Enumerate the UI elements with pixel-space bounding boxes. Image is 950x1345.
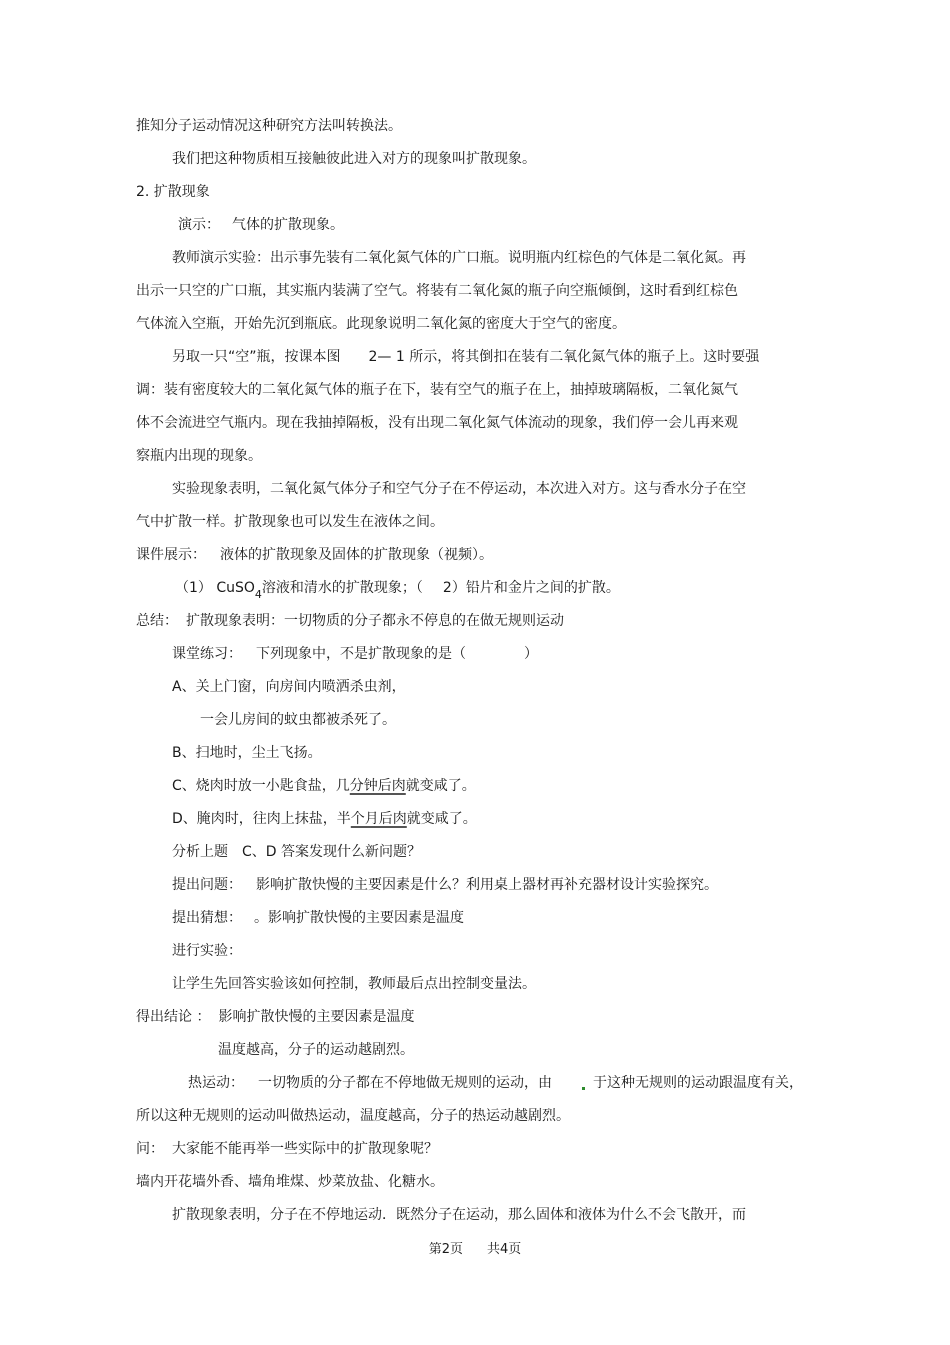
text: 一切物质的分子都在不停地做无规则的运动，由 [258, 1075, 552, 1091]
text: 溶液和清水的扩散现象；（ [261, 580, 423, 596]
green-dot-mark [582, 1087, 585, 1090]
label: 问： [136, 1141, 164, 1157]
text: 下列现象中，不是扩散现象的是（ [256, 646, 466, 662]
text: 分析上题 [172, 844, 228, 860]
text: 另取一只“空”瓶，按课本图 [172, 349, 341, 365]
text-line: 气体流入空瓶，开始先沉到瓶底。此现象说明二氧化氮的密度大于空气的密度。 [136, 316, 626, 332]
text-line [175, 579, 620, 601]
option-a: A、关上门窗，向房间内喷洒杀虫剂， [172, 679, 406, 695]
text-line: 墙内开花墙外香、墙角堆煤、炒菜放盐、化糖水。 [136, 1174, 444, 1190]
text: 就变咸了。 [406, 811, 477, 827]
option-a-cont: 一会儿房间的蚊虫都被杀死了。 [200, 712, 396, 728]
text-line: 气中扩散一样。扩散现象也可以发生在液体之间。 [136, 514, 444, 530]
text: D、腌肉时，往肉上抹盐，半 [172, 811, 351, 827]
text: 液体的扩散现象及固体的扩散现象（视频）。 [220, 547, 493, 563]
text-line: 调：装有密度较大的二氧化氮气体的瓶子在下，装有空气的瓶子在上，抽掉玻璃隔板，二氧化氮气 [136, 382, 738, 398]
text-line [172, 876, 718, 894]
text-line [172, 843, 421, 861]
option-c [172, 777, 476, 795]
subscript: 4 [254, 588, 262, 601]
text: C、D 答案发现什么新问题？ [242, 844, 422, 860]
text-line [136, 1140, 438, 1158]
text-line: 体不会流进空气瓶内。现在我抽掉隔板，没有出现二氧化氮气体流动的现象，我们停一会儿再来观 [136, 415, 738, 431]
text-line: 所以这种无规则的运动叫做热运动，温度越高，分子的热运动越剧烈。 [136, 1108, 570, 1124]
text: 影响扩散快慢的主要因素是温度 [218, 1009, 415, 1025]
page-number: 第2页 [428, 1242, 463, 1257]
text: 影响扩散快慢的主要因素是什么？利用桌上器材再补充器材设计实验探究。 [256, 877, 718, 893]
section-heading: 2. 扩散现象 [136, 184, 210, 200]
text-line [172, 645, 538, 663]
text: 。影响扩散快慢的主要因素是温度 [254, 910, 464, 926]
text-line: 察瓶内出现的现象。 [136, 448, 262, 464]
label: 课件展示： [136, 547, 206, 563]
text-line: 温度越高，分子的运动越剧烈。 [218, 1042, 414, 1058]
text: 扩散现象表明：一切物质的分子都永不停息的在做无规则运动 [186, 613, 564, 629]
text-line: 出示一只空的广口瓶，其实瓶内装满了空气。将装有二氧化氮的瓶子向空瓶倾倒，这时看到红棕色 [136, 283, 738, 299]
text-line: 让学生先回答实验该如何控制，教师最后点出控制变量法。 [172, 976, 536, 992]
text: 大家能不能再举一些实际中的扩散现象呢？ [172, 1141, 438, 1157]
text: ） [524, 646, 538, 662]
text-line: 进行实验： [172, 943, 242, 959]
text: 2）铅片和金片之间的扩散。 [442, 580, 620, 596]
text: 2— 1 所示，将其倒扣在装有二氧化氮气体的瓶子上。这时要强 [368, 349, 760, 365]
page-total: 共4页 [487, 1242, 522, 1257]
text-line: 教师演示实验：出示事先装有二氧化氮气体的广口瓶。说明瓶内红棕色的气体是二氧化氮。再 [172, 250, 746, 266]
label: 课堂练习： [172, 646, 242, 662]
text-line: 推知分子运动情况这种研究方法叫转换法。 [136, 118, 402, 134]
text-line [188, 1074, 803, 1092]
text-line [136, 546, 493, 564]
text-line [178, 216, 344, 234]
text-line [136, 1008, 414, 1026]
text-line [136, 612, 564, 630]
label: 总结： [136, 613, 178, 629]
underlined-text: 个月后肉 [350, 811, 407, 827]
underlined-text: 分钟后肉 [349, 778, 406, 794]
text: 于这种无规则的运动跟温度有关， [593, 1075, 803, 1091]
text-line: 实验现象表明，二氧化氮气体分子和空气分子在不停运动，本次进入对方。这与香水分子在空 [172, 481, 746, 497]
page-footer [0, 1242, 950, 1258]
text-line: 我们把这种物质相互接触彼此进入对方的现象叫扩散现象。 [172, 151, 536, 167]
label: 提出猜想： [172, 910, 242, 926]
label: 得出结论 ： [136, 1009, 211, 1025]
text-line [172, 348, 759, 366]
label: 演示： [178, 217, 220, 233]
text-line: 扩散现象表明，分子在不停地运动．既然分子在运动，那么固体和液体为什么不会飞散开，而 [172, 1207, 746, 1223]
label: 热运动： [188, 1075, 244, 1091]
text-line [172, 909, 464, 927]
text: C、烧肉时放一小匙食盐，几 [172, 778, 350, 794]
text: （1） CuSO [175, 580, 255, 596]
label: 提出问题： [172, 877, 242, 893]
text: 就变咸了。 [405, 778, 476, 794]
option-b: B、扫地时，尘土飞扬。 [172, 745, 322, 761]
option-d [172, 810, 477, 828]
text: 气体的扩散现象。 [232, 217, 344, 233]
